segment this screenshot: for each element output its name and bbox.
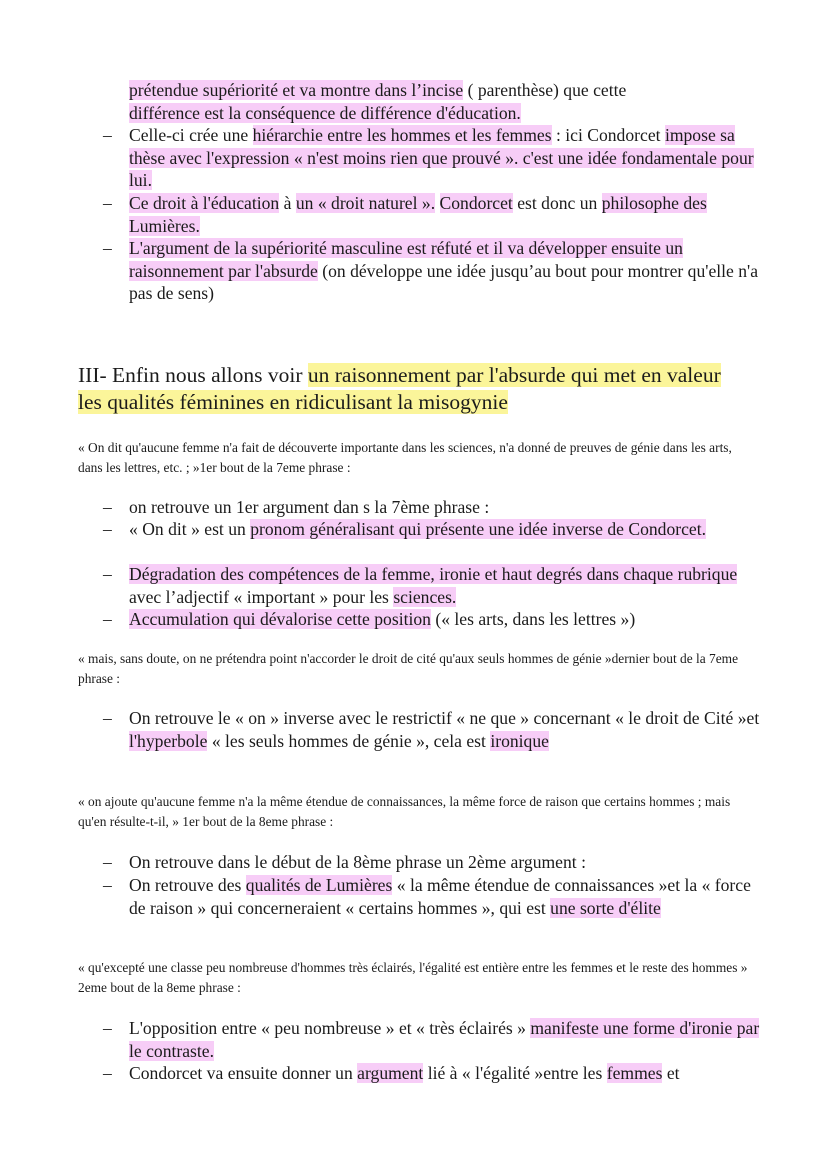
item-text: On retrouve des (129, 875, 246, 895)
item-text: : ici Condorcet (551, 125, 661, 145)
highlight-text: philosophe des Lumières. (129, 193, 707, 236)
bullet-dash: – (103, 497, 112, 517)
highlight-text: impose sa thèse avec l'expression « n'est moins rien que prouvé ». c'est une idée fondamentale pour lui. (129, 125, 754, 190)
list-item (103, 124, 763, 192)
intro-text: ( parenthèse) que cette (463, 80, 627, 100)
list-item (103, 563, 763, 608)
section-heading (78, 362, 738, 416)
item-text: à (279, 193, 296, 213)
intro-paragraph (129, 79, 769, 124)
quote-paragraph: « on ajoute qu'aucune femme n'a la même étendue de connaissances, la même force de raison que certains hommes ; mais qu'en résulte-t-il, » 1er bout de la 8eme phrase : (78, 794, 731, 829)
highlight-text: pronom généralisant qui présente une idée inverse de Condorcet. (250, 519, 707, 539)
item-text: (« les arts, dans les lettres ») (430, 609, 636, 629)
bullet-dash: – (103, 1018, 112, 1038)
highlight-text: hiérarchie entre les hommes et les femmes (252, 125, 552, 145)
list-item (103, 192, 763, 237)
highlight-text: sciences. (393, 586, 457, 607)
highlight-text: l'hyperbole (129, 730, 208, 751)
quote-paragraph: « qu'excepté une classe peu nombreuse d'hommes très éclairés, l'égalité est entière entre les femmes et le reste des hommes » 2eme bout de la 8eme phrase : (78, 960, 748, 995)
bullet-dash: – (103, 238, 112, 258)
list-item (103, 1062, 763, 1085)
highlight-text: Condorcet (439, 193, 513, 213)
list-item (103, 518, 763, 541)
highlight-text: Ce droit à l'éducation (129, 193, 280, 213)
item-text: on retrouve un 1er argument dan s la 7ème phrase : (129, 497, 490, 517)
bullet-dash: – (103, 609, 112, 629)
bullet-dash: – (103, 708, 112, 728)
list-item (103, 237, 763, 305)
item-text (435, 193, 439, 213)
item-text: « la même étendue de connaissances »et la « force de raison » qui concerneraient « certains hommes », qui est (129, 875, 751, 918)
quote-paragraph: « On dit qu'aucune femme n'a fait de découverte importante dans les sciences, n'a donné de preuves de génie dans les arts, dans les lettres, etc. ; »1er bout de la 7eme phrase : (78, 440, 732, 475)
list-item (103, 496, 763, 519)
bullet-dash: – (103, 519, 112, 539)
highlight-text: prétendue supériorité et va montre dans l’incise (129, 80, 464, 100)
item-text: est donc un (512, 193, 602, 213)
item-text: « On dit » est un (129, 519, 251, 539)
item-text: Condorcet va ensuite donner un (129, 1063, 358, 1083)
highlight-text: un « droit naturel ». (295, 193, 436, 213)
list-item (103, 874, 763, 919)
highlight-text: ironique (490, 730, 549, 751)
heading-text: III- Enfin nous allons voir (78, 363, 308, 387)
item-text: avec l’adjectif « important » pour les (129, 586, 394, 607)
highlight-text: manifeste une forme d'ironie par le contraste. (129, 1018, 760, 1061)
highlight-text: L'argument de la supériorité masculine est réfuté et il va développer ensuite un raisonnement par l'absurde (129, 238, 683, 281)
highlight-text: différence est la conséquence de différence d'éducation. (129, 102, 521, 123)
item-text: (on développe une idée jusqu’au bout pour montrer qu'elle n'a pas de sens) (129, 260, 759, 303)
bullet-dash: – (103, 564, 112, 584)
item-text: lié à « l'égalité »entre les (423, 1063, 607, 1083)
bullet-dash: – (103, 1063, 112, 1083)
highlight-text: argument (357, 1063, 424, 1083)
item-text: « les seuls hommes de génie », cela est (207, 730, 491, 751)
item-text: L'opposition entre « peu nombreuse » et « très éclairés » (129, 1018, 531, 1038)
list-item (103, 707, 763, 752)
quote-paragraph: « mais, sans doute, on ne prétendra point n'accorder le droit de cité qu'aux seuls hommes de génie »dernier bout de la 7eme phrase : (78, 651, 739, 686)
list-item (103, 851, 763, 874)
item-text: et (662, 1063, 680, 1083)
list-item (103, 608, 763, 631)
highlight-text: une sorte d'élite (550, 897, 661, 918)
item-text: On retrouve le « on » inverse avec le restrictif « ne que » concernant « le droit de Cité »et (129, 708, 760, 728)
list-item (103, 1017, 763, 1062)
item-text: On retrouve dans le début de la 8ème phrase un 2ème argument : (129, 852, 586, 872)
bullet-dash: – (103, 875, 112, 895)
highlight-text: Accumulation qui dévalorise cette position (129, 609, 431, 629)
highlight-text: Dégradation des compétences de la femme, ironie et haut degrés dans chaque rubrique (129, 564, 738, 584)
item-text: Celle-ci crée une (129, 125, 253, 145)
highlight-text: qualités de Lumières (245, 875, 393, 895)
bullet-dash: – (103, 125, 112, 145)
bullet-dash: – (103, 193, 112, 213)
bullet-dash: – (103, 852, 112, 872)
highlight-text: un raisonnement par l'absurde qui met en valeur les qualités féminines en ridiculisant la misogynie (78, 363, 721, 414)
highlight-text: femmes (606, 1063, 663, 1083)
